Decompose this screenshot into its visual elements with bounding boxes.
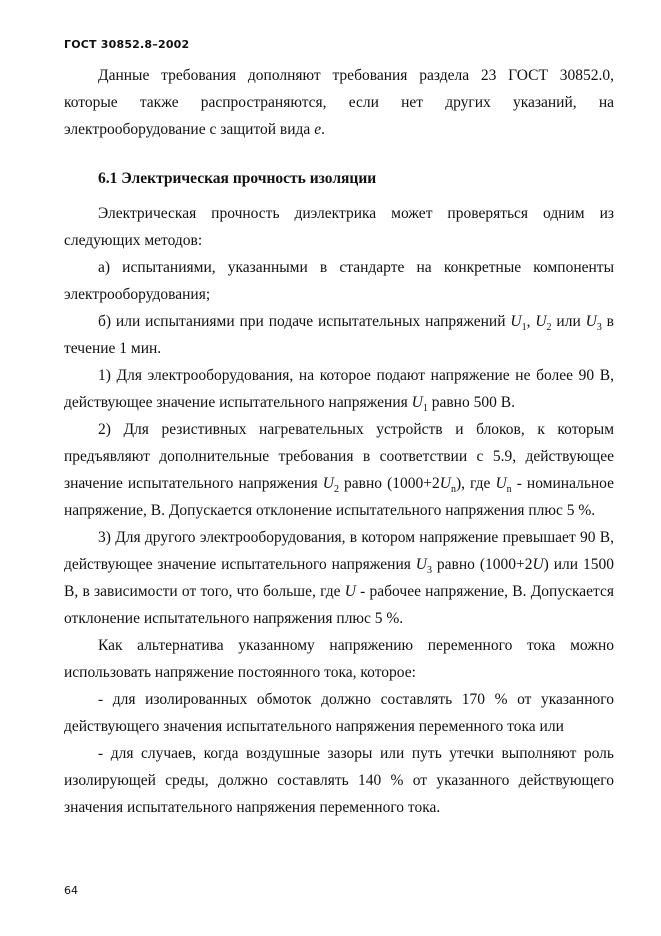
document-body <box>64 62 614 821</box>
paragraph-method-b: б) или испытаниями при подаче испытательных напряжений $U_1$, $U_2$ или $U_3$ в течение 1 мин. <box>64 313 614 357</box>
paragraph-method-a: а) испытаниями, указанными в стандарте на конкретные компоненты электрооборудования; <box>64 259 614 303</box>
paragraph-item-3: 3) Для другого электрооборудования, в котором напряжение превышает 90 В, действующее значение испытательного напряжения $U_3$ равно (1000+2U) или 1500 В, в зависимости от того, что больше, где U - рабочее напряжение, В. Допускается отклонение испытательного напряжения плюс 5 %. <box>64 529 615 627</box>
paragraph-methods: Электрическая прочность диэлектрика может проверяться одним из следующих методов: <box>64 205 614 249</box>
page-number: 64 <box>64 884 78 897</box>
document-header: ГОСТ 30852.8–2002 <box>64 38 190 51</box>
paragraph-alternative: Как альтернатива указанному напряжению переменного тока можно использовать напряжение постоянного тока, которое: <box>64 637 614 681</box>
protection-type: е <box>314 121 322 138</box>
section-heading: 6.1 Электрическая прочность изоляции <box>98 170 377 187</box>
paragraph-dash-1: - для изолированных обмоток должно составлять 170 % от указанного действующего значения испытательного напряжения переменного тока или <box>64 691 614 735</box>
paragraph-dash-2: - для случаев, когда воздушные зазоры или путь утечки выполняют роль изолирующей среды, должно составлять 140 % от указанного действующего значения испытательного напряжения переменного тока. <box>64 745 614 816</box>
paragraph-item-1: 1) Для электрооборудования, на которое подают напряжение не более 90 В, действующее значение испытательного напряжения $U_1$ равно 500 В. <box>64 367 614 415</box>
intro-paragraph: Данные требования дополняют требования раздела 23 ГОСТ 30852.0, которые также распространяются, если нет других указаний, на электрооборудование с защитой вида е. <box>64 67 614 138</box>
paragraph-item-2: 2) Для резистивных нагревательных устройств и блоков, к которым предъявляют дополнительные требования в соответствии с 5.9, действующее значение испытательного напряжения $U_2$ равно $(1000+2U_n)$, где $U_n$ - номинальное напряжение, В. Допускается отклонение испытательного напряжения плюс 5 %. <box>64 421 615 519</box>
